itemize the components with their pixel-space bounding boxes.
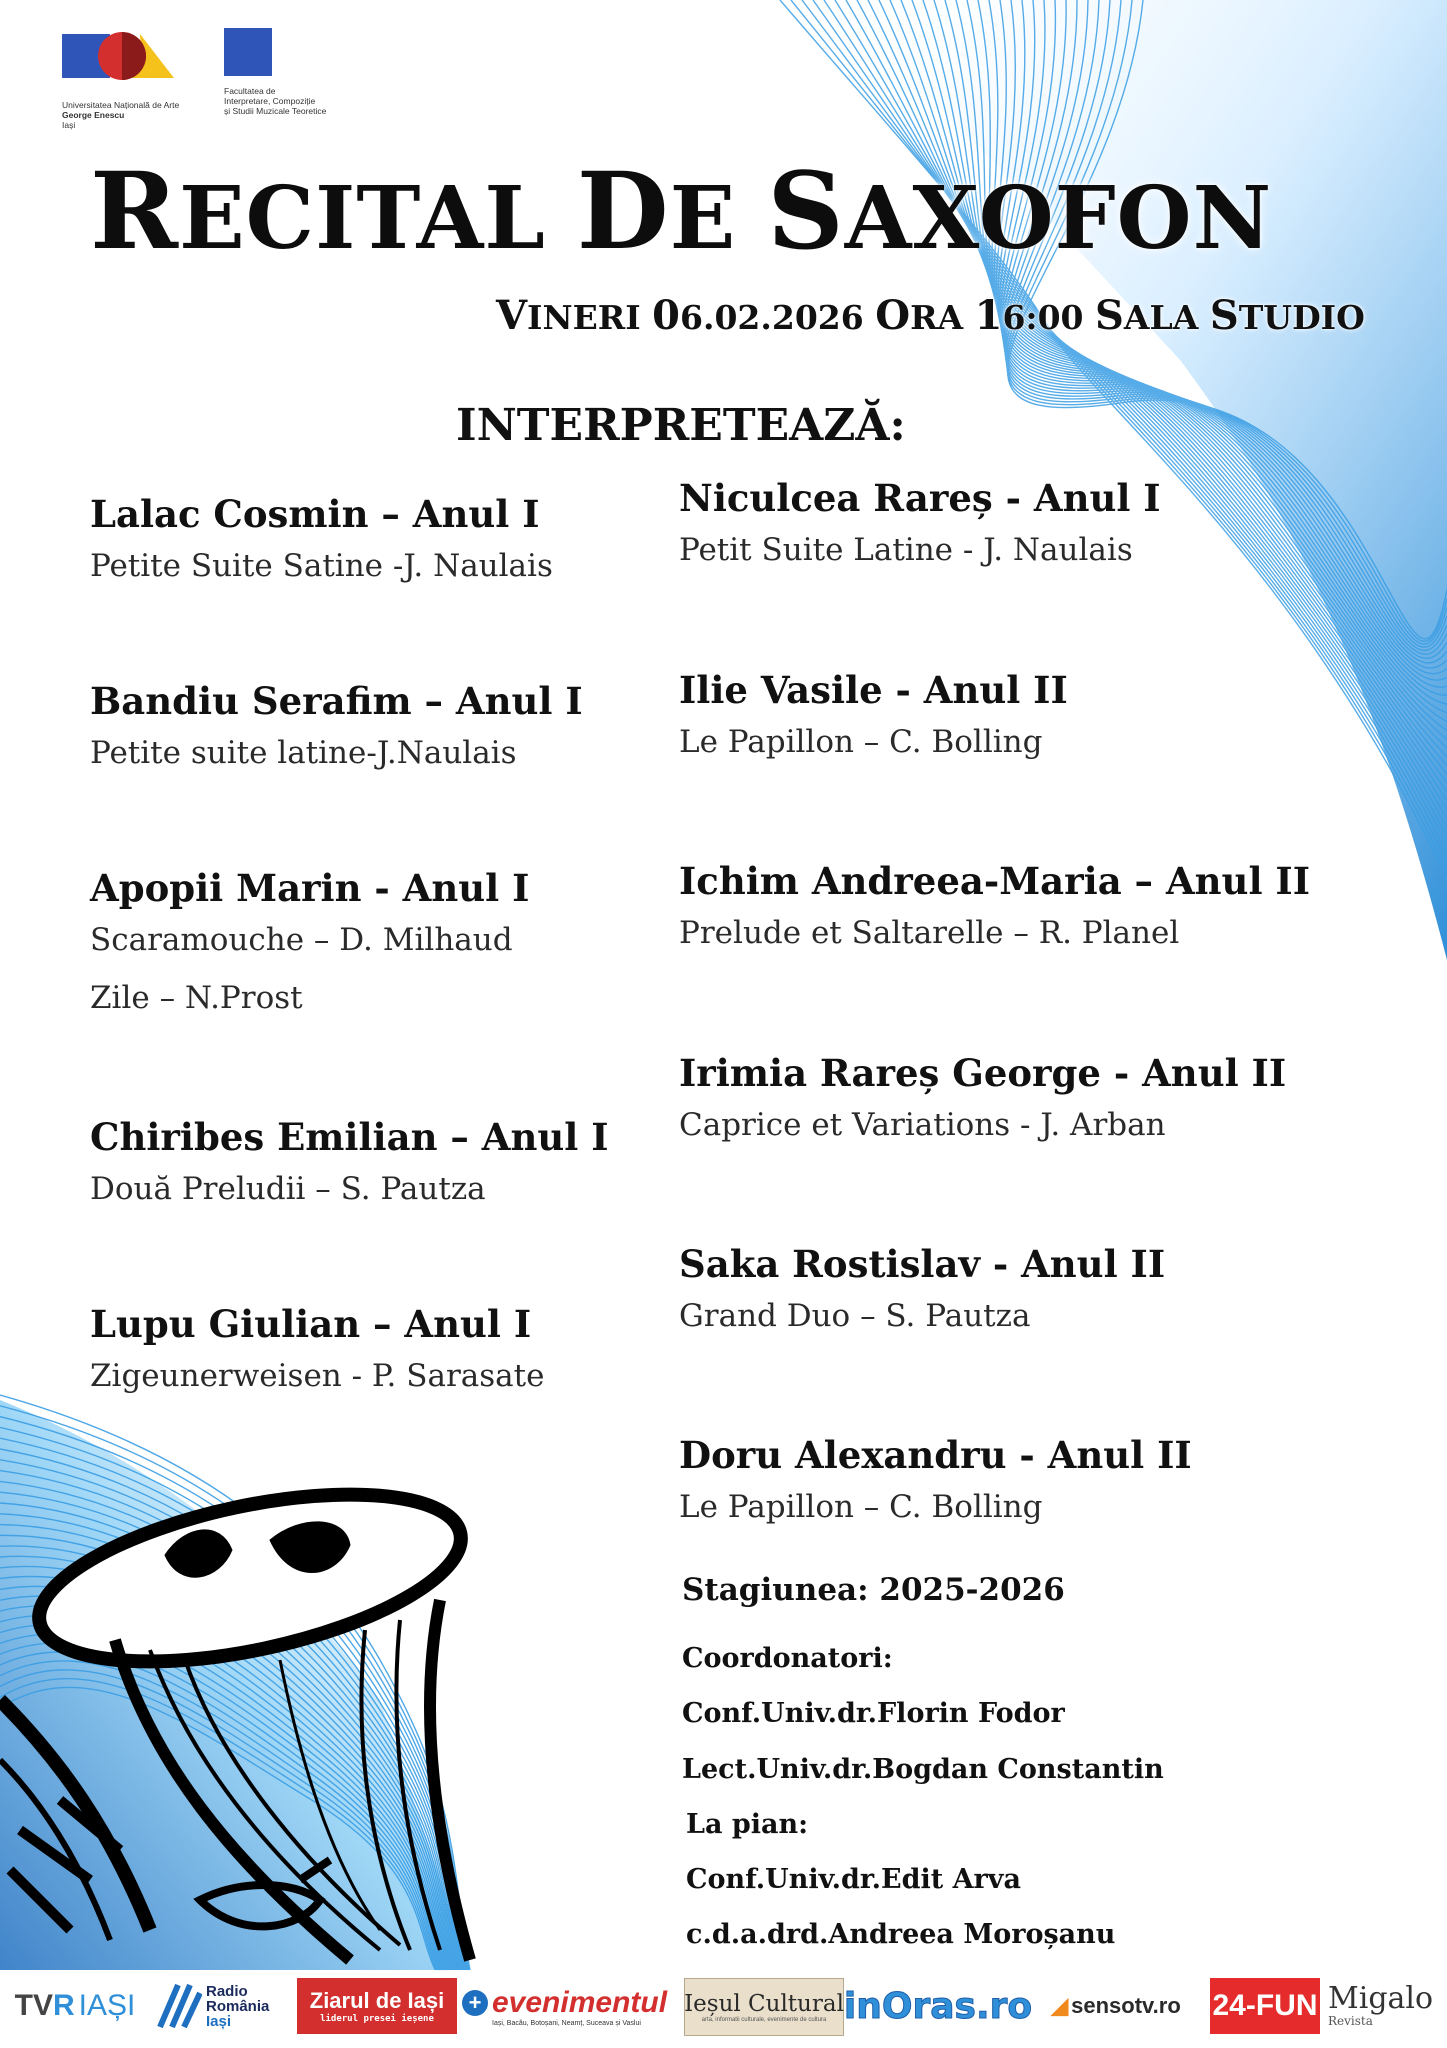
tvr-text-a: TV: [14, 1989, 53, 2022]
coordinators-label: Coordonatori:: [682, 1643, 893, 1674]
performer-piece: Petite suite latine-J.Naulais: [90, 735, 517, 771]
performer-name: Ichim Andreea-Maria: [679, 859, 1122, 903]
event-date-text: VINERI 06.02.2026 ORA 16:00 SALA STUDIO: [496, 292, 1365, 339]
radio-romania-iasi-logo: [156, 1978, 291, 2034]
24-fun-logo: [1210, 1978, 1320, 2034]
radio-line-2: România: [206, 1997, 270, 2015]
performer-separator: -: [992, 476, 1034, 520]
performer-name-line: [679, 859, 1310, 903]
university-logo-mark: [62, 28, 177, 86]
university-caption-line-1: Universitatea Națională de Arte: [62, 100, 180, 110]
performer-left-5: [90, 1302, 710, 1394]
performer-name: Saka Rostislav: [679, 1242, 980, 1286]
performer-name-line: [90, 866, 710, 910]
performer-separator: –: [437, 1115, 482, 1159]
performer-piece: Caprice et Variations - J. Arban: [679, 1107, 1166, 1143]
migalo-logo: [1328, 1978, 1443, 2034]
performer-piece: Petit Suite Latine - J. Naulais: [679, 532, 1133, 568]
performer-separator: –: [368, 492, 413, 536]
tvr-text-b: R: [52, 1989, 75, 2022]
tvr-text-c: IAȘI: [78, 1989, 136, 2022]
performer-name-line: [90, 1115, 710, 1159]
ziarul-tag: liderul presei ieșene: [320, 2014, 434, 2024]
performer-left-3: [90, 866, 710, 1016]
inoras-text: inOras.ro: [843, 1985, 1033, 2027]
performer-name: Bandiu Serafim: [90, 679, 412, 723]
performer-right-3: [679, 859, 1310, 951]
migalo-sub: Revista: [1328, 2014, 1373, 2028]
performer-left-4: [90, 1115, 710, 1207]
ziarul-de-iasi-logo: [297, 1978, 457, 2034]
performer-right-4: [679, 1051, 1299, 1143]
performer-right-6: [679, 1433, 1299, 1525]
performer-year: Anul I: [455, 679, 583, 723]
performer-separator: –: [1121, 859, 1166, 903]
radio-icon: [156, 1981, 202, 2031]
performer-name-line: [90, 492, 710, 536]
performer-year: Anul I: [404, 1302, 532, 1346]
performer-name-line: [679, 1242, 1299, 1286]
performer-name: Ilie Vasile: [679, 668, 883, 712]
faculty-logo-mark: [224, 28, 272, 76]
performer-piece: Petite Suite Satine -J. Naulais: [90, 548, 553, 584]
performer-name: Niculcea Rareș: [679, 476, 993, 520]
performer-year: Anul I: [1033, 476, 1161, 520]
evenimentul-icon: +: [462, 1990, 488, 2016]
performer-year: Anul II: [1047, 1433, 1192, 1477]
fun-text: 24-FUN: [1212, 1989, 1318, 2022]
performer-name: Apopii Marin: [90, 866, 362, 910]
performer-name-line: [90, 679, 710, 723]
performer-piece: Le Papillon – C. Bolling: [679, 724, 1043, 760]
performer-piece: Zile – N.Prost: [90, 980, 303, 1016]
performer-year: Anul II: [1165, 859, 1310, 903]
performer-separator: –: [411, 679, 456, 723]
performer-left-2: [90, 679, 710, 771]
performer-separator: –: [360, 1302, 405, 1346]
performer-separator: -: [361, 866, 403, 910]
ziarul-main: Ziarul de Iași: [309, 1988, 445, 2013]
migalo-main: Migalo: [1328, 1981, 1434, 2016]
performer-name: Lupu Giulian: [90, 1302, 361, 1346]
university-caption-line-2: George Enescu: [62, 110, 125, 120]
performer-name: Doru Alexandru: [679, 1433, 1007, 1477]
performer-name: Chiribes Emilian: [90, 1115, 438, 1159]
performer-piece: Le Papillon – C. Bolling: [679, 1489, 1043, 1525]
evenimentul-sub: Iași, Bacău, Botoșani, Neamț, Suceava și Vaslui: [492, 2019, 641, 2027]
performer-name: Lalac Cosmin: [90, 492, 369, 536]
university-logo: [62, 28, 182, 130]
radio-line-1: Radio: [206, 1982, 248, 2000]
iasul-cultural-sub: arta, informatii culturale, evenimente de cultura: [701, 2017, 827, 2023]
pianist-1: Conf.Univ.dr.Edit Arva: [686, 1864, 1021, 1895]
piano-label: La pian:: [686, 1809, 809, 1840]
performer-left-1: [90, 492, 710, 584]
university-caption-line-3: Iași: [62, 120, 76, 130]
season-label: Stagiunea: 2025-2026: [682, 1572, 1065, 1608]
performer-piece: Grand Duo – S. Pautza: [679, 1298, 1031, 1334]
iasul-cultural-logo: [684, 1978, 844, 2036]
pianist-2: c.d.a.drd.Andreea Moroșanu: [686, 1919, 1116, 1950]
inoras-logo: [843, 1978, 1033, 2034]
performer-separator: -: [979, 1242, 1022, 1286]
iasul-cultural-main: Ieșul Cultural: [684, 1991, 844, 2017]
senso-icon: ◢: [1051, 1993, 1069, 2018]
coordinator-1: Conf.Univ.dr.Florin Fodor: [682, 1698, 1065, 1729]
performer-right-2: [679, 668, 1299, 760]
sponsor-strip: [0, 1972, 1447, 2048]
tvr-iasi-logo: [0, 1978, 150, 2034]
performer-year: Anul II: [923, 668, 1068, 712]
performer-name-line: [679, 476, 1299, 520]
performer-piece: Prelude et Saltarelle – R. Planel: [679, 915, 1180, 951]
performer-right-1: [679, 476, 1299, 568]
evenimentul-main: evenimentul: [492, 1985, 668, 2019]
performer-separator: -: [882, 668, 924, 712]
senso-text: sensotv.ro: [1071, 1993, 1181, 2018]
performer-year: Anul II: [1021, 1242, 1166, 1286]
performer-year: Anul I: [412, 492, 540, 536]
performer-separator: -: [1100, 1051, 1143, 1095]
performer-year: Anul II: [1142, 1051, 1287, 1095]
event-title-text: RECITAL DE SAXOFON: [90, 148, 1273, 273]
performer-piece: Scaramouche – D. Milhaud: [90, 922, 513, 958]
coordinator-2: Lect.Univ.dr.Bogdan Constantin: [682, 1754, 1164, 1785]
performer-piece: Zigeunerweisen - P. Sarasate: [90, 1358, 545, 1394]
performer-right-5: [679, 1242, 1299, 1334]
performer-piece: Două Preludii – S. Pautza: [90, 1171, 486, 1207]
radio-line-3: Iași: [206, 2012, 232, 2030]
event-title: [90, 148, 1272, 273]
performer-name: Irimia Rareș George: [679, 1051, 1101, 1095]
performer-name-line: [679, 668, 1299, 712]
senso-tv-logo: [1036, 1978, 1196, 2034]
performer-year: Anul I: [481, 1115, 609, 1159]
faculty-caption-line-2: Interpretare, Compoziție: [224, 96, 316, 106]
performer-separator: -: [1006, 1433, 1048, 1477]
evenimentul-logo: [462, 1978, 680, 2034]
performer-name-line: [679, 1051, 1299, 1095]
performer-name-line: [90, 1302, 710, 1346]
event-date-line: [496, 292, 1365, 339]
performer-name-line: [679, 1433, 1299, 1477]
faculty-caption-line-1: Facultatea de: [224, 86, 276, 96]
performer-year: Anul I: [402, 866, 530, 910]
faculty-logo: [224, 28, 364, 116]
performers-heading: INTERPRETEAZĂ:: [456, 400, 906, 451]
faculty-caption-line-3: și Studii Muzicale Teoretice: [224, 106, 327, 116]
